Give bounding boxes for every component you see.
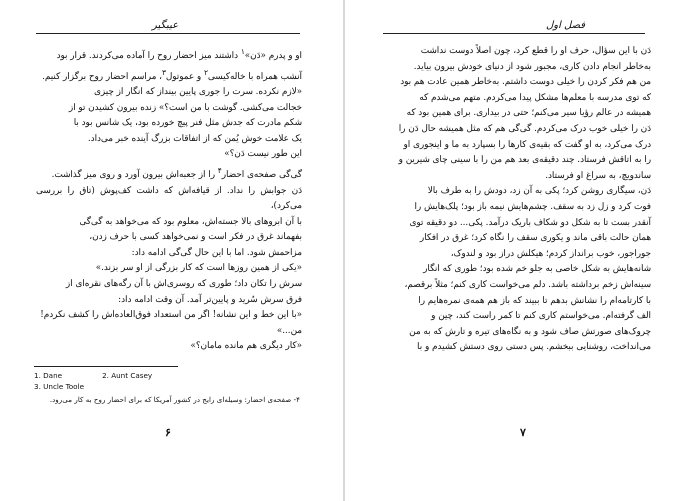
text-line: «لازم نکرده. سرت را جوری پایین بینداز که انگار از چیزی [94,87,302,98]
header-rule [383,33,645,34]
page-body-text [385,44,651,356]
footnote-2: 2. Aunt Casey [102,371,153,380]
text-line: چروک‌های صورتش صاف شود و به نگاه‌های تیره و تارش که به من [409,326,651,337]
text-line: فوت کرد و زل زد به سقف. چشم‌هایش نیمه باز بود؛ پلک‌هایش را [414,201,651,212]
footnote-row [34,371,300,382]
text-line: «با این خط و این نشانه! اگر من استعداد فوق‌العاده‌اش را کشف نکردم! [40,310,302,321]
header-rule [36,33,300,34]
text-line: دَن با این سؤال، حرف او را قطع کرد، چون اصلاً دوست نداشت [420,46,651,56]
running-header: فصل اول [546,20,586,31]
text-line: این طور نیست دَن؟» [224,149,302,160]
text-line: می‌انداخت، روشنایی ببخشم. پس دستی روی دستش کشیدم و با [417,342,651,353]
text-line: دَن، سیگاری روشن کرد؛ پکی به آن زد، دودش را به طرف بالا [427,186,651,197]
text-line: گی‌گی صفحه‌ی احضار$^۴$ را از جعبه‌اش بیرون آورد و روی میز گذاشت. [51,166,302,180]
text-line: مزاحمش شود. اما با این حال گی‌گی ادامه داد: [131,247,302,258]
text-line: شانه‌هایش به شکل خاصی به جلو خم شده بود؛ طوری که انگار [423,264,651,275]
text-line: سرش را تکان داد؛ طوری که روسری‌اش با آن رگه‌های نقره‌ای از [65,279,302,290]
text-line: آنشب همراه با خاله‌کیسی$^۲$ و عموتول$^۳$، مراسم احضار روح برگزار کنیم. [42,67,302,82]
text-line: را به اتاقش فرستاد. چند دقیقه‌ی بعد هم من را با سینی چای شیرین و [398,155,651,166]
text-line: سینه‌اش زخم برداشته باشد. دلم می‌خواست کاری کنم؛ مثلاً برقصم، [404,279,651,290]
page-number: ۷ [520,426,526,439]
text-line: با آن ابروهای بالا جسته‌اش، معلوم بود که می‌خواهد به گی‌گی [79,216,302,227]
text-line: من هم فکر کردن را خیلی دوست داشتم. به‌خاطر همین عادت هم بود [400,77,651,88]
text-line: همیشه در عالم رؤیا سیر می‌کنم؛ حتی در بیداری. برای همین بود که [406,108,651,119]
text-line: آنقدر بست تا به شکل دو شکاف باریک درآمد. پکی... دو دقیقه توی [409,217,651,228]
text-line: «کار دیگری هم مانده مامان؟» [190,341,302,352]
text-line: دَن جوابش را نداد. از قیافه‌اش که داشت کف‌پوش (تاق را بررسی می‌کرد)، [36,185,302,212]
text-line: بفهماند غرق در فکر است و نمی‌خواهد کسی با حرف زدن، [89,232,302,243]
text-line: او و پدرم «دَن»$^۱$ داشتند میز احضار روح را آماده می‌کردند. قرار بود [56,47,302,61]
text-line: با کارتامه‌ام را نشانش بدهم تا ببیند که باز هم همه‌ی نمره‌هایم را [418,295,651,306]
text-line: دَن را خیلی خوب درک می‌کردم. گی‌گی هم که مثل همیشه حال دَن را [398,123,651,134]
footnote-3: 3. Uncle Toole [34,381,84,391]
text-line: که توی مدرسه با معلم‌ها مشکل پیدا می‌کردم. متهم می‌شدم که [419,92,651,103]
text-line: خجالت می‌کشی. گوشت با من است؟» زنده بیرون کشیدن تو از [68,102,302,113]
text-line: «یکی از همین روزها است که کار بزرگی از او سر بزند.» [95,263,302,274]
text-line: درک می‌کرد، به او گفت که بقیه‌ی کارها را بسپارد به ما و اینجوری او [403,139,651,150]
text-line: به‌خاطر انجام دادن کاری، مجبور شود از دنیای خودش بیرون بیاید. [413,61,651,72]
text-line: همان حالت باقی ماند و یکوری سقف را نگاه کرد؛ غرق در افکار [419,233,651,244]
text-line: من...» [276,325,302,336]
footnote-1: 1. Dane [34,371,63,380]
text-line: یک علامت خوش یُمن که از اتفاقات بزرگ آینده خبر می‌داد. [87,133,302,144]
running-header: عیبگیر [152,20,179,31]
right-page [345,0,689,501]
text-line: جوراجور، خوب برانداز کردم؛ هیکلش دراز بود و لندوک، [450,248,651,259]
footnotes [34,371,300,406]
footnote-row [34,382,300,393]
footnote-rule [34,366,178,367]
text-line: الف گرفته‌ام. می‌خواستم کاری کنم تا کمر راست کند، چین و [431,311,651,322]
page-number: ۶ [165,426,171,439]
text-line: فرق سرش سُرید و پایین‌تر آمد. آن وقت ادامه داد: [118,294,302,305]
left-page [0,0,344,501]
footnote-4: ۴- صفحه‌ی احضار: وسیله‌ای رایج در کشور آمریکا که برای احضار روح به کار می‌رود. [49,395,300,404]
text-line: شکم مادرت که جدش مثل فنر پیچ خورده بود، یک شانس بود با [73,118,302,129]
page-body-text [36,44,302,355]
text-line: ساندویچ، به سراغ او فرستاد. [545,170,651,181]
